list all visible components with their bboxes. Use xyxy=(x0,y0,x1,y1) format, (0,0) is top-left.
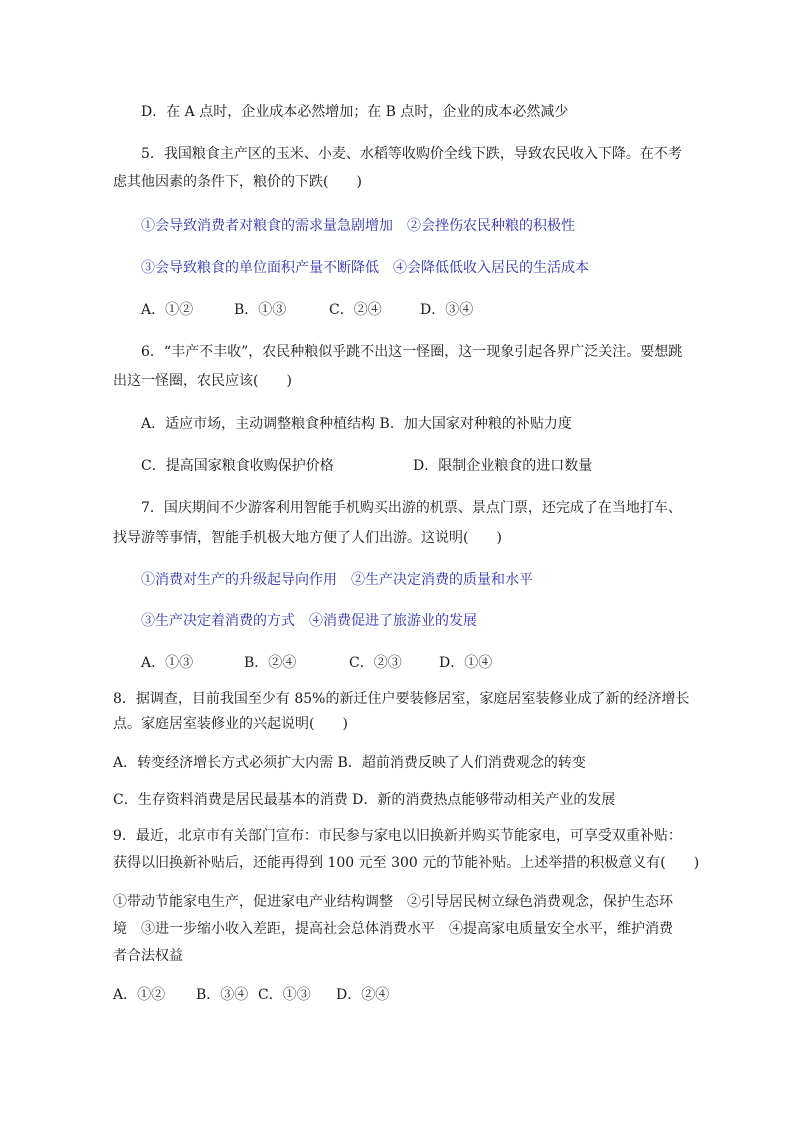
q5-statements-line1: ①会导致消费者对粮食的需求量急剧增加 ②会挫伤农民种粮的积极性 xyxy=(141,218,575,234)
q9-option-c: C．①③ xyxy=(258,987,311,1003)
q9-option-d: D．②④ xyxy=(336,987,390,1003)
q8-stem-line1: 8．据调查，目前我国至少有 85%的新迁住户要装修居室，家庭居室装修业成了新的经济增长 xyxy=(113,691,690,707)
q9-stem-line1: 9．最近，北京市有关部门宣布：市民参与家电以旧换新并购买节能家电，可享受双重补贴： xyxy=(113,828,682,844)
q9-statements-line1: ①带动节能家电生产，促进家电产业结构调整 ②引导居民树立绿色消费观念，保护生态环 xyxy=(113,894,673,910)
q9-statements-line3: 者合法权益 xyxy=(113,948,183,964)
q6-stem-line1: 6．“丰产不丰收”，农民种粮似乎跳不出这一怪圈，这一现象引起各界广泛关注。要想跳 xyxy=(141,344,683,360)
q8-option-cd: C．生存资料消费是居民最基本的消费 D．新的消费热点能够带动相关产业的发展 xyxy=(113,792,616,808)
q7-stem-line1: 7．国庆期间不少游客利用智能手机购买出游的机票、景点门票，还完成了在当地打车、 xyxy=(141,500,682,516)
q4-option-d: D．在 A 点时，企业成本必然增加；在 B 点时，企业的成本必然减少 xyxy=(141,104,569,120)
q8-stem-line2: 点。家庭居室装修业的兴起说明( ) xyxy=(113,716,348,732)
q9-option-a: A．①② xyxy=(113,987,166,1003)
q5-statements-line2: ③会导致粮食的单位面积产量不断降低 ④会降低低收入居民的生活成本 xyxy=(141,260,589,276)
q8-option-ab: A．转变经济增长方式必须扩大内需 B．超前消费反映了人们消费观念的转变 xyxy=(113,755,586,771)
q5-option-c: C．②④ xyxy=(329,302,382,318)
q7-statements-line1: ①消费对生产的升级起导向作用 ②生产决定消费的质量和水平 xyxy=(141,572,533,588)
q7-option-b: B．②④ xyxy=(244,655,297,671)
q7-option-d: D．①④ xyxy=(439,655,493,671)
q5-stem-line2: 虑其他因素的条件下，粮价的下跌( ) xyxy=(113,174,362,190)
q6-option-d: D．限制企业粮食的进口数量 xyxy=(413,458,593,474)
q9-option-b: B．③④ xyxy=(196,987,249,1003)
q9-statements-line2: 境 ③进一步缩小收入差距，提高社会总体消费水平 ④提高家电质量安全水平，维护消费 xyxy=(113,921,673,937)
q5-option-a: A．①② xyxy=(141,302,194,318)
q7-stem-line2: 找导游等事情，智能手机极大地方便了人们出游。这说明( ) xyxy=(113,530,502,546)
q6-option-ab: A．适应市场，主动调整粮食种植结构 B．加大国家对种粮的补贴力度 xyxy=(141,416,572,432)
q5-option-d: D．③④ xyxy=(420,302,474,318)
q9-stem-line2: 获得以旧换新补贴后，还能再得到 100 元至 300 元的节能补贴。上述举措的积极意义有( ) xyxy=(113,855,700,871)
q6-stem-line2: 出这一怪圈，农民应该( ) xyxy=(113,373,292,389)
q7-option-c: C．②③ xyxy=(349,655,402,671)
q6-option-c: C．提高国家粮食收购保护价格 xyxy=(141,458,334,474)
q5-stem-line1: 5．我国粮食主产区的玉米、小麦、水稻等收购价全线下跌，导致农民收入下降。在不考 xyxy=(141,146,682,162)
q7-statements-line2: ③生产决定着消费的方式 ④消费促进了旅游业的发展 xyxy=(141,613,477,629)
q5-option-b: B．①③ xyxy=(234,302,287,318)
q7-option-a: A．①③ xyxy=(141,655,194,671)
